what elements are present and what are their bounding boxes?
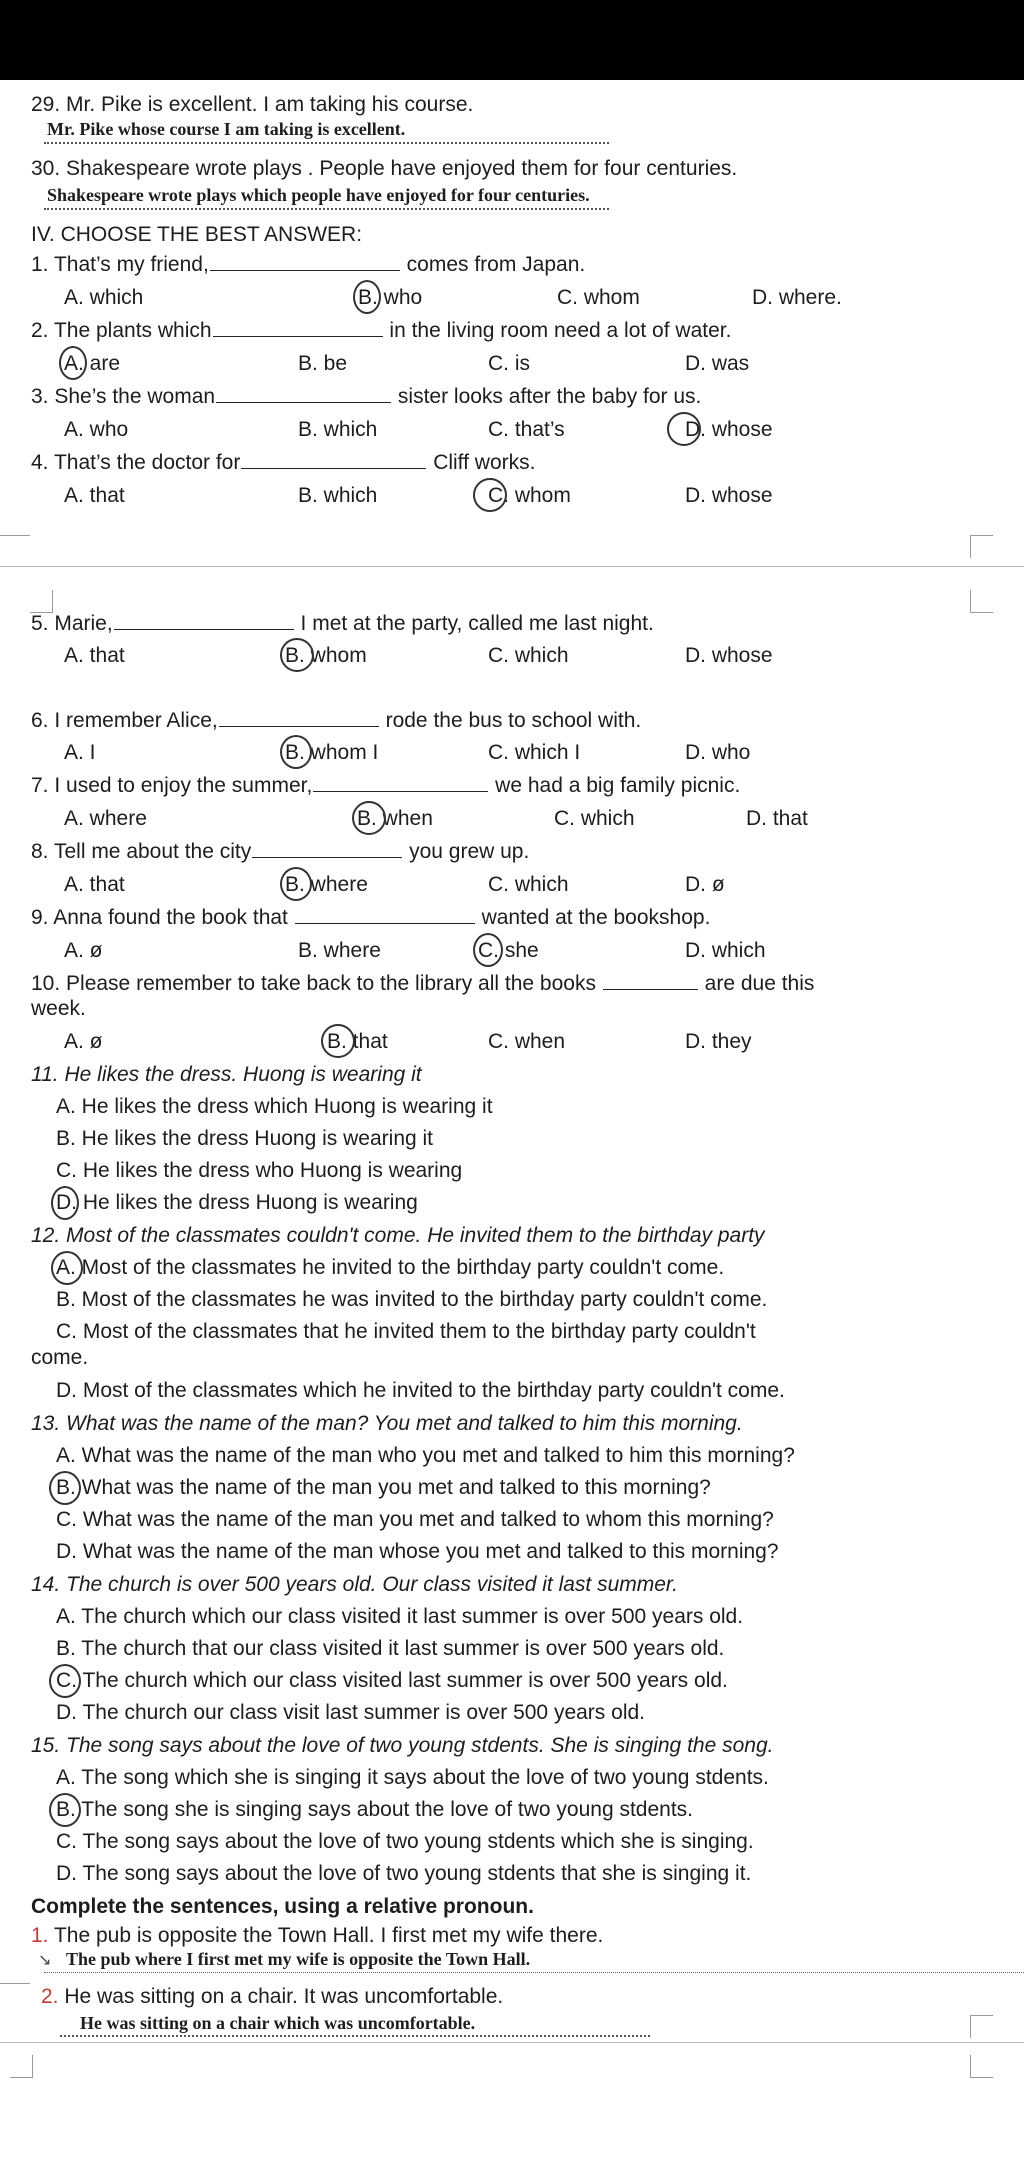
mcq-6-question (31, 708, 641, 734)
q30-answer-line (44, 208, 609, 210)
mcq-2-option-d[interactable]: D. was (685, 352, 750, 375)
combine-15-option-b[interactable]: B. The song she is singing says about the love of two young stdents. (56, 1798, 694, 1821)
mcq-1-pre: 1. That’s my friend, (31, 253, 209, 276)
complete-2-question (41, 1984, 503, 2010)
mcq-10-question (31, 971, 814, 997)
mcq-5-pre: 5. Marie, (31, 612, 113, 635)
combine-11-option-a[interactable]: A. He likes the dress which Huong is wearing it (56, 1095, 493, 1118)
complete-1-number: 1. (31, 1924, 49, 1947)
combine-15-option-c[interactable]: C. The song says about the love of two young stdents which she is singing. (56, 1830, 754, 1853)
crop-mark (970, 590, 993, 613)
mcq-2-blank[interactable] (213, 318, 383, 337)
mcq-5-option-b[interactable]: B. whom (285, 644, 367, 667)
complete-1-text: The pub is opposite the Town Hall. I first met my wife there. (53, 1924, 604, 1947)
mcq-8-blank[interactable] (252, 839, 402, 858)
mcq-7-post: we had a big family picnic. (495, 774, 741, 797)
combine-14-option-d[interactable]: D. The church our class visit last summer is over 500 years old. (56, 1701, 645, 1724)
complete-1-answer-line (44, 1972, 1024, 1973)
mcq-10-blank[interactable] (603, 971, 698, 990)
mcq-7-answer-circle (352, 801, 386, 835)
combine-14-option-b[interactable]: B. The church that our class visited it last summer is over 500 years old. (56, 1637, 725, 1660)
page-divider (0, 566, 1024, 567)
mcq-8-option-a[interactable]: A. that (64, 873, 125, 896)
mcq-3-pre: 3. She’s the woman (31, 385, 216, 408)
combine-12-option-d[interactable]: D. Most of the classmates which he invited to the birthday party couldn't come. (56, 1379, 785, 1402)
combine-14-option-a[interactable]: A. The church which our class visited it last summer is over 500 years old. (56, 1605, 744, 1628)
crop-mark (0, 535, 30, 558)
mcq-6-pre: 6. I remember Alice, (31, 709, 218, 732)
mcq-8-question (31, 839, 529, 865)
mcq-3-option-b[interactable]: B. which (298, 418, 378, 441)
mcq-2-option-a[interactable]: A. are (64, 352, 121, 375)
mcq-4-post: Cliff works. (433, 451, 536, 474)
mcq-3-option-c[interactable]: C. that’s (488, 418, 565, 441)
mcq-3-post: sister looks after the baby for us. (397, 385, 702, 408)
combine-14-option-c[interactable]: C. The church which our class visited last summer is over 500 years old. (56, 1669, 728, 1692)
mcq-2-question (31, 318, 731, 344)
complete-1-answer: The pub where I first met my wife is opposite the Town Hall. (66, 1949, 531, 1969)
combine-15-answer-circle (49, 1793, 81, 1827)
mcq-1-option-c[interactable]: C. whom (557, 286, 640, 309)
combine-13-answer-circle (49, 1471, 81, 1505)
mcq-7-option-d[interactable]: D. that (746, 807, 808, 830)
combine-11-answer-circle (51, 1186, 79, 1220)
mcq-8-answer-circle (280, 867, 312, 901)
mcq-1-option-d[interactable]: D. where. (752, 286, 842, 309)
mcq-1-question (31, 252, 585, 278)
mcq-3-answer-circle (667, 412, 701, 446)
mcq-2-option-b[interactable]: B. be (298, 352, 348, 375)
combine-12-option-b[interactable]: B. Most of the classmates he was invited to the birthday party couldn't come. (56, 1288, 768, 1311)
mcq-9-post: wanted at the bookshop. (481, 906, 711, 929)
mcq-8-post: you grew up. (409, 840, 530, 863)
crop-mark (30, 590, 53, 613)
combine-13-option-b[interactable]: B. What was the name of the man you met and talked to this morning? (56, 1476, 711, 1499)
mcq-8-option-b[interactable]: B. where (285, 873, 368, 896)
mcq-3-option-d[interactable]: D. whose (685, 418, 773, 441)
combine-12-answer-circle (51, 1251, 83, 1285)
combine-11-question: 11. He likes the dress. Huong is wearing it (31, 1063, 422, 1086)
mcq-6-option-c[interactable]: C. which I (488, 741, 581, 764)
mcq-10-option-c[interactable]: C. when (488, 1030, 566, 1053)
mcq-9-pre: 9. Anna found the book that (31, 906, 288, 929)
complete-section-title: Complete the sentences, using a relative pronoun. (31, 1895, 534, 1918)
arrow-icon: ↘ (38, 1952, 52, 1969)
mcq-7-blank[interactable] (313, 773, 488, 792)
mcq-7-option-b[interactable]: B. when (357, 807, 433, 830)
worksheet-page (0, 80, 1024, 2162)
section-title: IV. CHOOSE THE BEST ANSWER: (31, 223, 363, 246)
mcq-5-question (31, 611, 654, 637)
combine-15-option-d[interactable]: D. The song says about the love of two young stdents that she is singing it. (56, 1862, 752, 1885)
mcq-9-option-d[interactable]: D. which (685, 939, 766, 962)
mcq-1-option-b[interactable]: B. who (358, 286, 423, 309)
mcq-5-option-d[interactable]: D. whose (685, 644, 773, 667)
q30-answer: Shakespeare wrote plays which people have enjoyed for four centuries. (47, 185, 590, 205)
mcq-7-option-c[interactable]: C. which (554, 807, 635, 830)
mcq-4-option-b[interactable]: B. which (298, 484, 378, 507)
mcq-10-post: are due this (704, 972, 815, 995)
mcq-9-blank[interactable] (295, 905, 475, 924)
mcq-10-pre: 10. Please remember to take back to the library all the books (31, 972, 596, 995)
mcq-6-post: rode the bus to school with. (385, 709, 642, 732)
combine-11-option-c[interactable]: C. He likes the dress who Huong is wearing (56, 1159, 463, 1182)
crop-mark (970, 535, 993, 558)
mcq-2-pre: 2. The plants which (31, 319, 212, 342)
mcq-6-option-b[interactable]: B. whom I (285, 741, 379, 764)
mcq-9-option-c[interactable]: C. she (478, 939, 539, 962)
mcq-7-pre: 7. I used to enjoy the summer, (31, 774, 313, 797)
mcq-3-question (31, 384, 701, 410)
combine-13-option-c[interactable]: C. What was the name of the man you met and talked to whom this morning? (56, 1508, 774, 1531)
mcq-5-answer-circle (280, 638, 314, 672)
combine-13-option-a[interactable]: A. What was the name of the man who you met and talked to him this morning? (56, 1444, 795, 1467)
combine-12-option-c[interactable]: C. Most of the classmates that he invited them to the birthday party couldn't (56, 1320, 756, 1343)
mcq-4-blank[interactable] (241, 450, 426, 469)
combine-14-question: 14. The church is over 500 years old. Our class visited it last summer. (31, 1573, 678, 1596)
mcq-1-blank[interactable] (210, 252, 400, 271)
mcq-10-option-b[interactable]: B. that (327, 1030, 388, 1053)
mcq-4-option-a[interactable]: A. that (64, 484, 125, 507)
combine-14-answer-circle (49, 1664, 81, 1698)
mcq-5-option-c[interactable]: C. which (488, 644, 569, 667)
crop-mark (10, 2055, 33, 2078)
q30-text: 30. Shakespeare wrote plays . People have enjoyed them for four centuries. (31, 157, 738, 180)
mcq-8-option-d[interactable]: D. ø (685, 873, 725, 896)
mcq-8-option-c[interactable]: C. which (488, 873, 569, 896)
q29-answer: Mr. Pike whose course I am taking is excellent. (47, 119, 406, 139)
mcq-3-blank[interactable] (216, 384, 391, 403)
mcq-9-option-a[interactable]: A. ø (64, 939, 103, 962)
mcq-6-option-a[interactable]: A. I (64, 741, 96, 764)
mcq-10-option-a[interactable]: A. ø (64, 1030, 103, 1053)
mcq-9-answer-circle (473, 933, 503, 967)
combine-13-question: 13. What was the name of the man? You met and talked to him this morning. (31, 1412, 743, 1435)
mcq-9-question (31, 905, 710, 931)
mcq-9-option-b[interactable]: B. where (298, 939, 381, 962)
mcq-1-answer-circle (353, 280, 381, 314)
mcq-4-question (31, 450, 535, 476)
combine-13-option-d[interactable]: D. What was the name of the man whose you met and talked to this morning? (56, 1540, 779, 1563)
q29-text: 29. Mr. Pike is excellent. I am taking his course. (31, 93, 474, 116)
combine-11-option-b[interactable]: B. He likes the dress Huong is wearing it (56, 1127, 434, 1150)
crop-mark (970, 2015, 993, 2038)
complete-2-answer-line (60, 2035, 650, 2037)
complete-2-answer: He was sitting on a chair which was uncomfortable. (80, 2013, 476, 2033)
mcq-4-option-c[interactable]: C. whom (488, 484, 571, 507)
mcq-4-option-d[interactable]: D. whose (685, 484, 773, 507)
mcq-2-option-c[interactable]: C. is (488, 352, 530, 375)
combine-12-question: 12. Most of the classmates couldn't come. He invited them to the birthday party (31, 1224, 765, 1247)
mcq-4-answer-circle (473, 478, 507, 512)
mcq-5-blank[interactable] (114, 611, 294, 630)
complete-2-number: 2. (41, 1985, 59, 2008)
combine-11-option-d[interactable]: D. He likes the dress Huong is wearing (56, 1191, 418, 1214)
combine-12-option-a[interactable]: A. Most of the classmates he invited to the birthday party couldn't come. (56, 1256, 725, 1279)
mcq-2-post: in the living room need a lot of water. (389, 319, 732, 342)
mcq-6-answer-circle (280, 735, 312, 769)
combine-15-option-a[interactable]: A. The song which she is singing it says about the love of two young stdents. (56, 1766, 769, 1789)
mcq-1-option-a[interactable]: A. which (64, 286, 144, 309)
combine-15-question: 15. The song says about the love of two young stdents. She is singing the song. (31, 1734, 774, 1757)
crop-mark (0, 1983, 30, 2006)
crop-mark (970, 2055, 993, 2078)
mcq-2-answer-circle (59, 346, 87, 380)
combine-12-option-c-cont: come. (31, 1346, 89, 1369)
mcq-6-option-d[interactable]: D. who (685, 741, 751, 764)
top-black-bar (0, 0, 1024, 80)
mcq-10-answer-circle (321, 1024, 355, 1058)
mcq-8-pre: 8. Tell me about the city (31, 840, 252, 863)
mcq-3-option-a[interactable]: A. who (64, 418, 129, 441)
mcq-10-question-cont: week. (31, 997, 86, 1020)
mcq-5-option-a[interactable]: A. that (64, 644, 125, 667)
mcq-7-option-a[interactable]: A. where (64, 807, 147, 830)
page-divider-bottom (0, 2042, 1024, 2043)
mcq-5-post: I met at the party, called me last night. (300, 612, 654, 635)
mcq-1-post: comes from Japan. (406, 253, 586, 276)
complete-2-text: He was sitting on a chair. It was uncomfortable. (64, 1985, 504, 2008)
q29-answer-line (44, 142, 609, 144)
mcq-7-question (31, 773, 740, 799)
mcq-6-blank[interactable] (219, 708, 379, 727)
mcq-10-option-d[interactable]: D. they (685, 1030, 752, 1053)
mcq-4-pre: 4. That’s the doctor for (31, 451, 241, 474)
